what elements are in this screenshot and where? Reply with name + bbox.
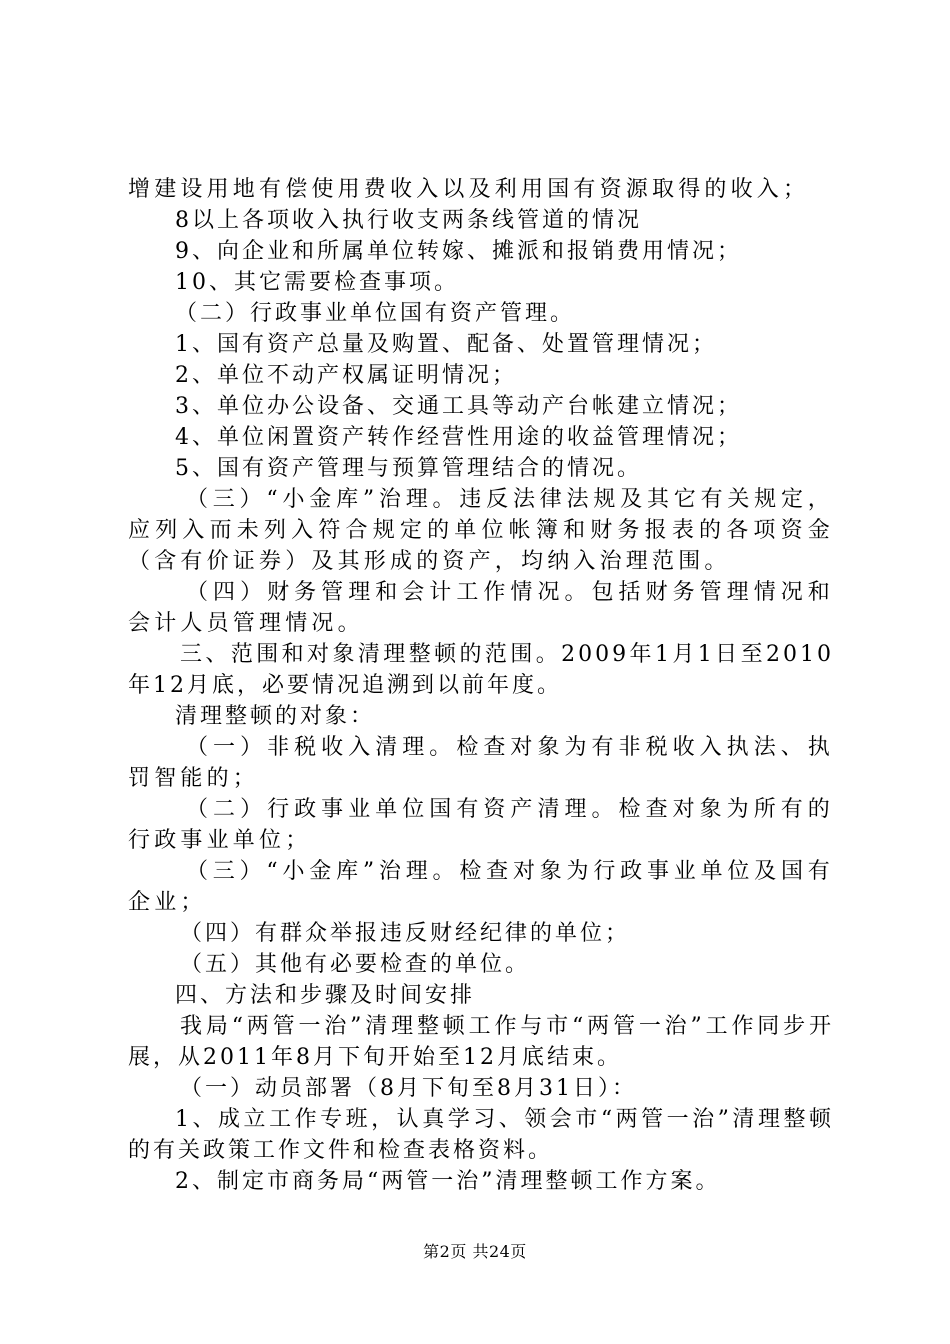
paragraph: （五）其他有必要检查的单位。 [180,952,531,977]
document-body [128,174,834,1197]
paragraph: （三）“小金库”治理。违反法律法规及其它有关规定，应列入而未列入符合规定的单位帐簿和财务报表的各项资金（含有价证券）及其形成的资产，均纳入治理范围。 [128,487,834,574]
paragraph: 3、单位办公设备、交通工具等动产台帐建立情况； [175,394,742,419]
paragraph: （四）有群众举报违反财经纪律的单位； [180,921,631,946]
paragraph: 四、方法和步骤及时间安排 [175,983,476,1008]
paragraph: 1、成立工作专班，认真学习、领会市“两管一治”清理整顿的有关政策工作文件和检查表格资料。 [128,1107,834,1163]
page-footer: 第2页 共24页 [423,1242,527,1261]
paragraph: （三）“小金库”治理。检查对象为行政事业单位及国有企业； [128,859,834,915]
paragraph: 三、范围和对象清理整顿的范围。2009年1月1日至2010年12月底，必要情况追溯到以前年度。 [128,642,834,698]
paragraph: （一）非税收入清理。检查对象为有非税收入执法、执罚智能的； [128,735,834,791]
paragraph: （一）动员部署（8月下旬至8月31日）： [180,1076,637,1101]
paragraph: （四）财务管理和会计工作情况。包括财务管理情况和会计人员管理情况。 [128,580,834,636]
paragraph: 增建设用地有偿使用费收入以及利用国有资源取得的收入； [128,177,810,202]
paragraph: 1、国有资产总量及购置、配备、处置管理情况； [175,332,717,357]
paragraph: （二）行政事业单位国有资产管理。 [175,301,576,326]
paragraph: 2、制定市商务局“两管一治”清理整顿工作方案。 [175,1169,721,1194]
paragraph: （二）行政事业单位国有资产清理。检查对象为所有的行政事业单位； [128,797,834,853]
paragraph: 8以上各项收入执行收支两条线管道的情况 [175,208,642,233]
paragraph: 清理整顿的对象： [175,704,376,729]
paragraph: 10、其它需要检查事项。 [175,270,459,295]
paragraph: 9、向企业和所属单位转嫁、摊派和报销费用情况； [175,239,742,264]
paragraph: 5、国有资产管理与预算管理结合的情况。 [175,456,642,481]
paragraph: 4、单位闲置资产转作经营性用途的收益管理情况； [175,425,742,450]
paragraph: 2、单位不动产权属证明情况； [175,363,517,388]
paragraph: 我局“两管一治”清理整顿工作与市“两管一治”工作同步开展，从2011年8月下旬开始至12月底结束。 [128,1014,834,1070]
